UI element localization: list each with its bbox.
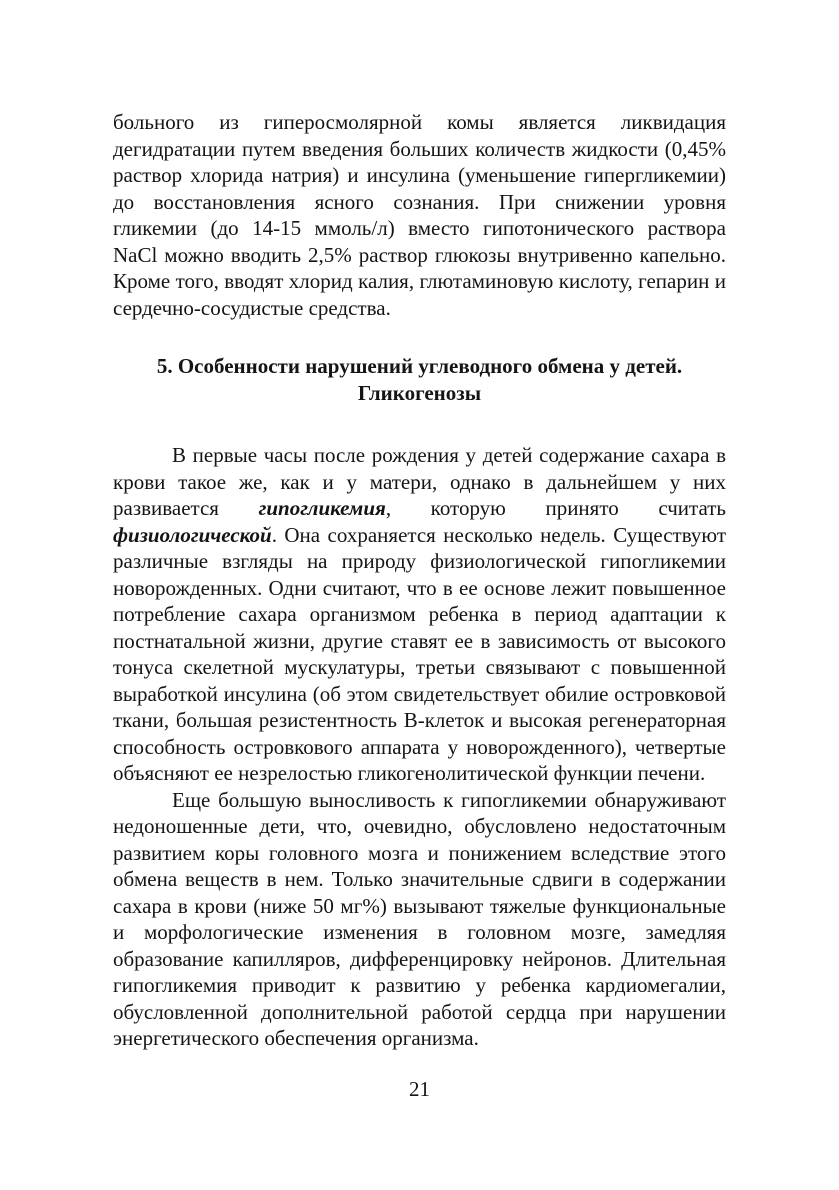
section-heading-line-1: 5. Особенности нарушений углеводного обмена у детей. (156, 354, 683, 378)
section-heading (113, 353, 726, 407)
paragraph-newborn-hypoglycemia (113, 442, 726, 787)
paragraph-text-part-2: , которую принято считать (385, 496, 726, 520)
paragraph-premature-infants: Еще большую выносливость к гипогликемии обнаруживают недоношенные дети, что, очевидно, обусловлено недостаточным развитием коры головного мозга и понижением вследствие этого обмена веществ в нем. Только значительные сдвиги в содержании сахара в крови (ниже 50 мг%) вызывают тяжелые функциональные и морфологические изменения в головном мозге, замедляя образование капилляров, дифференцировку нейронов. Длительная гипогликемия приводит к развитию у ребенка кардиомегалии, обусловленной дополнительной работой сердца при нарушении энергетического обеспечения организма. (113, 787, 726, 1050)
term-hypoglycemia: гипогликемия (258, 496, 386, 520)
page-number: 21 (409, 1077, 430, 1101)
paragraph-text-part-3: . Она сохраняется несколько недель. Существуют различные взгляды на природу физиологической гипогликемии новорожденных. Одни считают, что в ее основе лежит повышенное потребление сахара организмом ребенка в период адаптации к постнатальной жизни, другие ставят ее в зависимость от высокого тонуса скелетной мускулатуры, третьи связывают с повышенной выработкой инсулина (об этом свидетельствует обилие островковой ткани, большая резистентность В-клеток и высокая регенераторная способность островкового аппарата у новорожденного), четвертые объясняют ее незрелостью гликогенолитической функции печени. (113, 522, 726, 785)
page-body (113, 109, 726, 1052)
section-heading-line-2: Гликогенозы (357, 381, 482, 405)
paragraph-continued: больного из гиперосмолярной комы является ликвидация дегидратации путем введения больших количеств жидкости (0,45% раствор хлорида натрия) и инсулина (уменьшение гипергликемии) до восстановления ясного сознания. При снижении уровня гликемии (до 14-15 ммоль/л) вместо гипотонического раствора NaCl можно вводить 2,5% раствор глюкозы внутривенно капельно. Кроме того, вводят хлорид калия, глютаминовую кислоту, гепарин и сердечно-сосудистые средства. (113, 110, 726, 320)
paragraph-text-part-1: В первые часы после рождения у детей содержание сахара в крови такое же, как и у матери, однако в дальнейшем у них развивается (113, 443, 726, 520)
term-physiological: физиологической (113, 522, 272, 547)
